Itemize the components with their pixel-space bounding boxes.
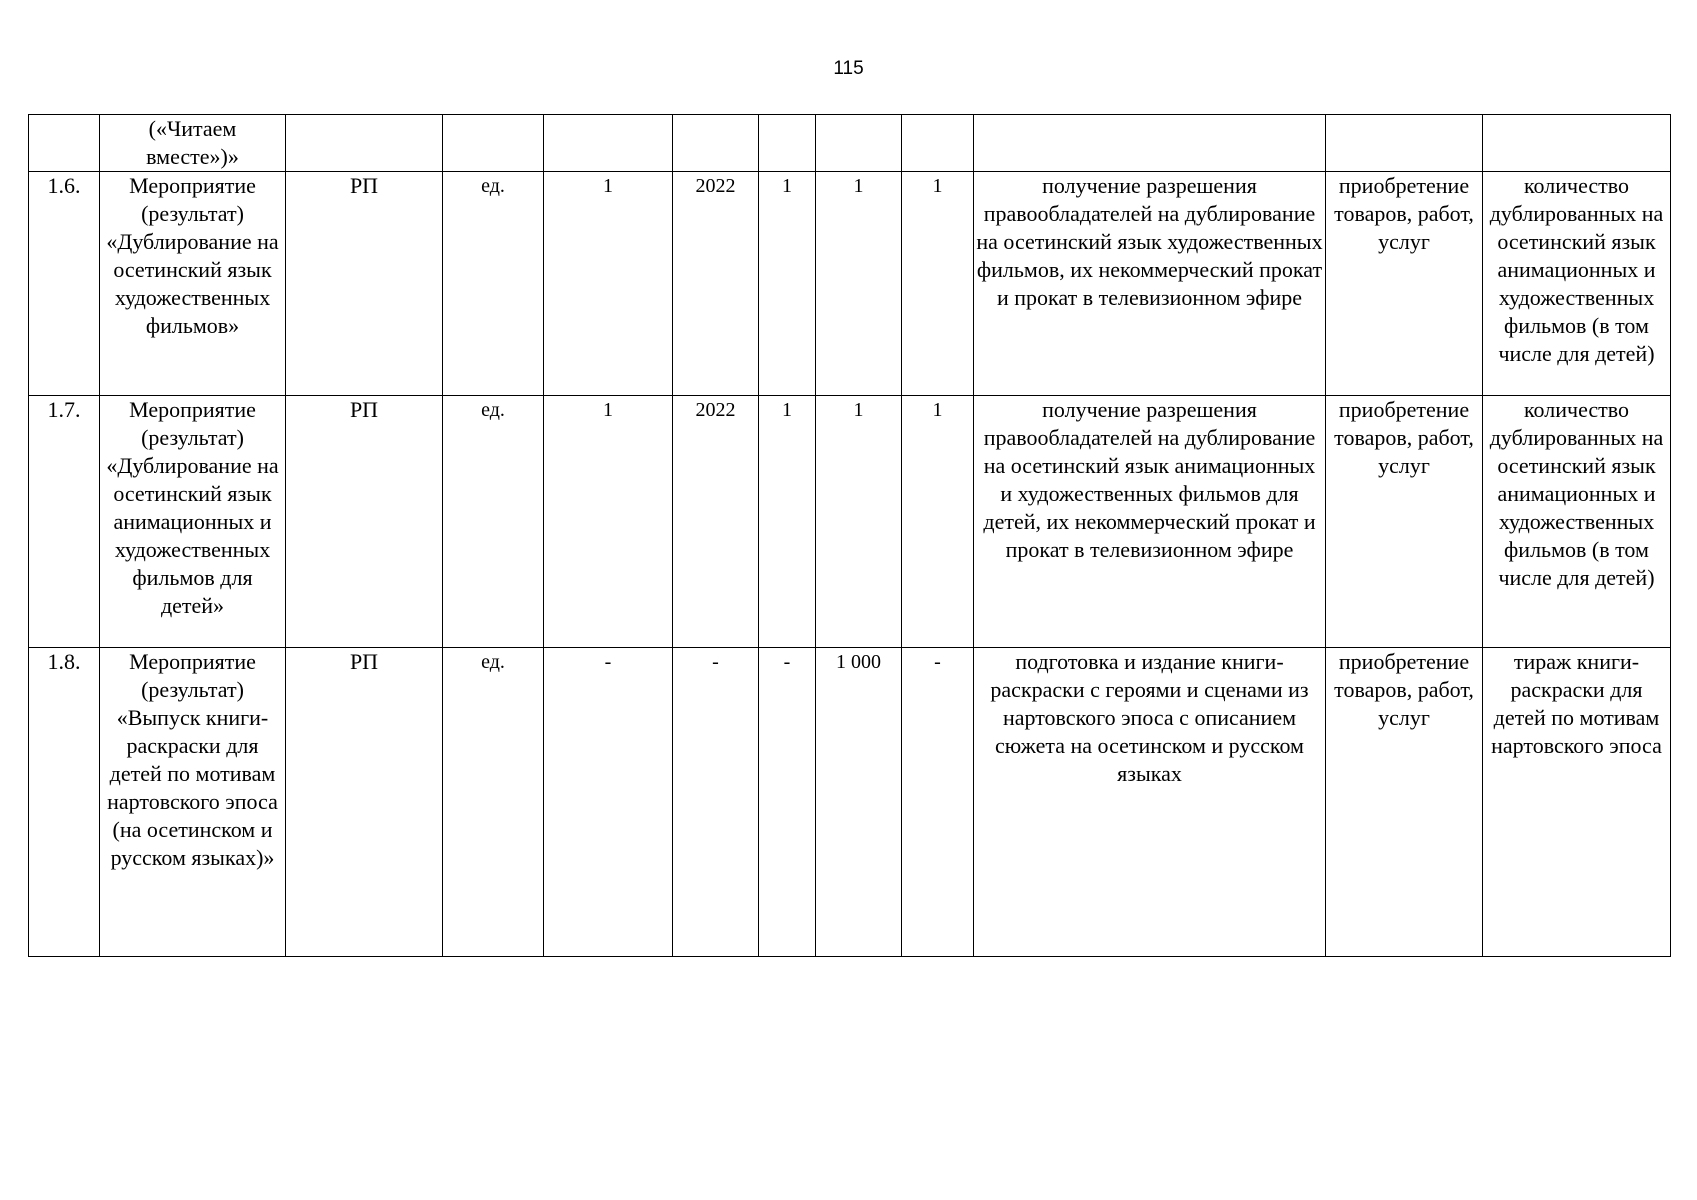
cell-description: получение разрешения правообладателей на дублирование на осетинский язык художественных фильмов, их некоммерческий прокат и прокат в телевизионном эфире bbox=[974, 172, 1326, 396]
cell-value-2 bbox=[816, 115, 902, 172]
cell-type: РП bbox=[286, 396, 443, 648]
cell-unit: ед. bbox=[443, 396, 544, 648]
cell-base-value: 1 bbox=[544, 396, 673, 648]
cell-description bbox=[974, 115, 1326, 172]
cell-type: РП bbox=[286, 172, 443, 396]
cell-kind: приобретение товаров, работ, услуг bbox=[1326, 648, 1483, 957]
cell-name: («Читаем вместе»)» bbox=[100, 115, 286, 172]
cell-type: РП bbox=[286, 648, 443, 957]
cell-description: подготовка и издание книги-раскраски с героями и сценами из нартовского эпоса с описанием сюжета на осетинском и русском языках bbox=[974, 648, 1326, 957]
cell-base-year bbox=[673, 115, 759, 172]
cell-value-2: 1 000 bbox=[816, 648, 902, 957]
cell-unit: ед. bbox=[443, 648, 544, 957]
cell-value-3: 1 bbox=[902, 172, 974, 396]
measures-table bbox=[28, 114, 1671, 957]
page-number: 115 bbox=[833, 58, 864, 79]
cell-num bbox=[29, 115, 100, 172]
cell-characteristic: тираж книги-раскраски для детей по мотивам нартовского эпоса bbox=[1483, 648, 1671, 957]
cell-value-1 bbox=[759, 115, 816, 172]
cell-kind: приобретение товаров, работ, услуг bbox=[1326, 396, 1483, 648]
table-row bbox=[29, 396, 1671, 648]
cell-base-year: 2022 bbox=[673, 396, 759, 648]
cell-characteristic: количество дублированных на осетинский язык анимационных и художественных фильмов (в том числе для детей) bbox=[1483, 396, 1671, 648]
cell-description: получение разрешения правообладателей на дублирование на осетинский язык анимационных и художественных фильмов для детей, их некоммерческий прокат и прокат в телевизионном эфире bbox=[974, 396, 1326, 648]
cell-base-year: - bbox=[673, 648, 759, 957]
cell-value-1: 1 bbox=[759, 396, 816, 648]
table-row bbox=[29, 648, 1671, 957]
cell-value-1: 1 bbox=[759, 172, 816, 396]
cell-num: 1.8. bbox=[29, 648, 100, 957]
cell-type bbox=[286, 115, 443, 172]
cell-characteristic bbox=[1483, 115, 1671, 172]
cell-base-year: 2022 bbox=[673, 172, 759, 396]
cell-value-3: 1 bbox=[902, 396, 974, 648]
table-row-continuation bbox=[29, 115, 1671, 172]
cell-num: 1.6. bbox=[29, 172, 100, 396]
cell-base-value bbox=[544, 115, 673, 172]
cell-base-value: - bbox=[544, 648, 673, 957]
cell-kind: приобретение товаров, работ, услуг bbox=[1326, 172, 1483, 396]
cell-num: 1.7. bbox=[29, 396, 100, 648]
cell-value-1: - bbox=[759, 648, 816, 957]
cell-value-2: 1 bbox=[816, 396, 902, 648]
cell-value-2: 1 bbox=[816, 172, 902, 396]
table-row bbox=[29, 172, 1671, 396]
cell-unit: ед. bbox=[443, 172, 544, 396]
cell-name: Мероприятие (результат) «Выпуск книги-раскраски для детей по мотивам нартовского эпоса (на осетинском и русском языках)» bbox=[100, 648, 286, 957]
cell-value-3: - bbox=[902, 648, 974, 957]
cell-value-3 bbox=[902, 115, 974, 172]
cell-name: Мероприятие (результат) «Дублирование на осетинский язык художественных фильмов» bbox=[100, 172, 286, 396]
cell-name: Мероприятие (результат) «Дублирование на осетинский язык анимационных и художественных фильмов для детей» bbox=[100, 396, 286, 648]
cell-kind bbox=[1326, 115, 1483, 172]
cell-characteristic: количество дублированных на осетинский язык анимационных и художественных фильмов (в том числе для детей) bbox=[1483, 172, 1671, 396]
cell-unit bbox=[443, 115, 544, 172]
cell-base-value: 1 bbox=[544, 172, 673, 396]
